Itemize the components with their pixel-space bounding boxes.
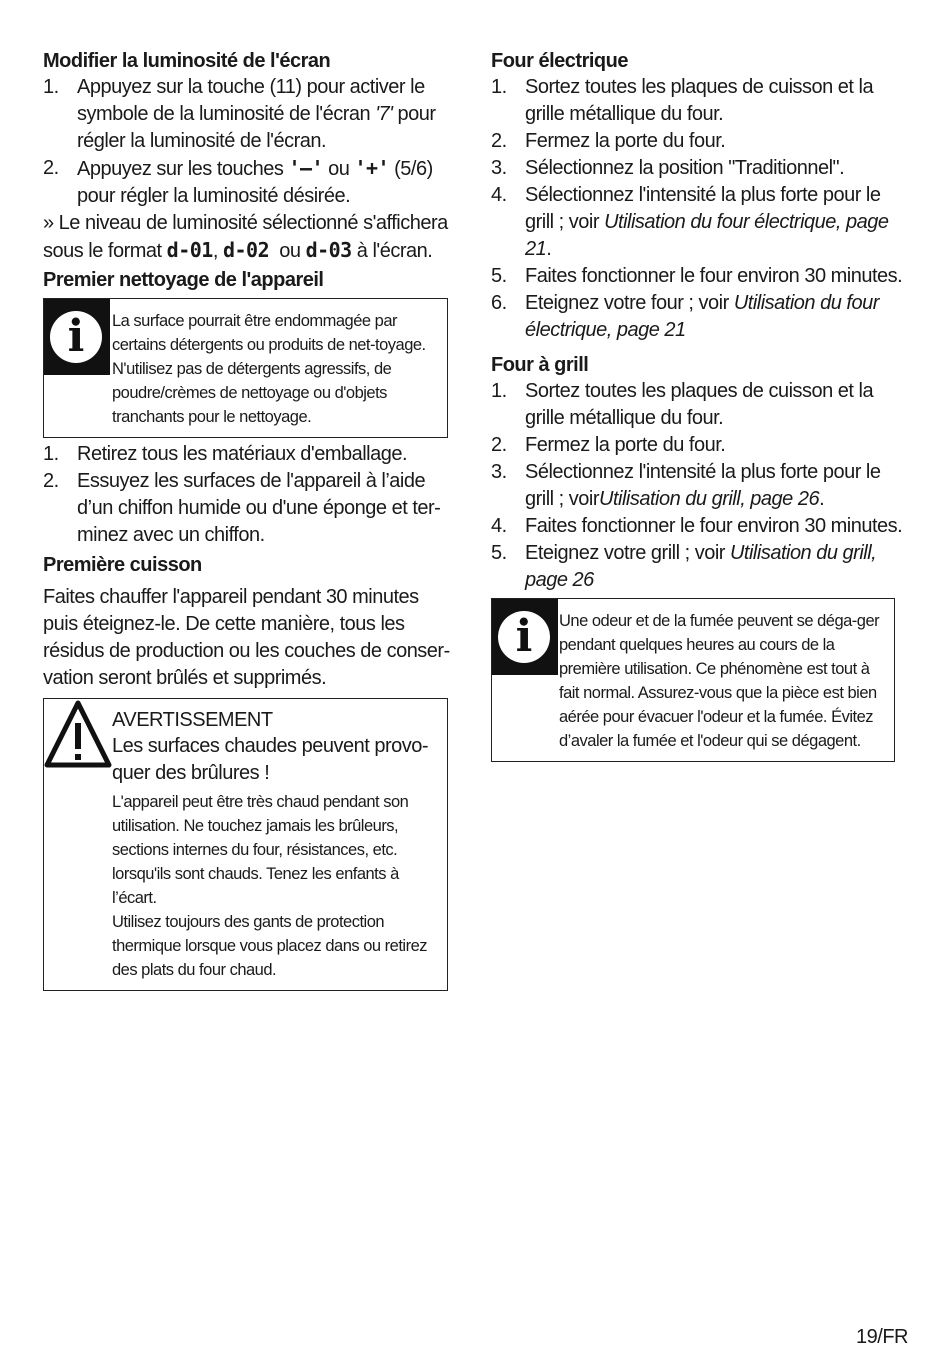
- info-icon: i: [492, 599, 558, 675]
- list-item: 1. Sortez toutes les plaques de cuisson et la grille métallique du four.: [491, 380, 874, 429]
- list-item: 2. Appuyez sur les touches '–' ou '+' (5/6) pour régler la luminosité désirée.: [43, 156, 433, 207]
- grill-info-box: i Une odeur et de la fumée peuvent se déga-ger pendant quelques heures au cours de la première utilisation. Ce phénomène est tout à fait normal. Assurez-vous que la pièce est bien aérée pour évacuer l'odeur et la fumée. Évitez d’avaler la fumée et l'odeur qui se dégagent.: [491, 598, 895, 762]
- left-column: [43, 48, 455, 991]
- list-item: 4. Sélectionnez l'intensité la plus forte pour le grill ; voir Utilisation du four électrique, page 21.: [491, 184, 889, 260]
- section-title-first-cook: Première cuisson: [43, 554, 202, 576]
- warning-title: AVERTISSEMENT: [112, 709, 273, 731]
- list-item: 2. Essuyez les surfaces de l'appareil à l’aide d’un chiffon humide ou d'une éponge et ter-minez avec un chiffon.: [43, 470, 441, 546]
- list-item: 2. Fermez la porte du four.: [491, 434, 726, 456]
- warning-triangle-icon: [44, 699, 112, 769]
- page-number: 19/FR: [856, 1326, 908, 1348]
- section-title-brightness: Modifier la luminosité de l'écran: [43, 50, 331, 72]
- right-column: [491, 48, 911, 762]
- list-item: 5. Eteignez votre grill ; voir Utilisation du grill, page 26: [491, 542, 877, 591]
- cleaning-steps: [43, 441, 455, 549]
- warning-lead: Les surfaces chaudes peuvent provo-quer des brûlures !: [112, 735, 429, 784]
- info-icon: i: [44, 299, 110, 375]
- cleaning-info-box: i La surface pourrait être endommagée par certains détergents ou produits de net-toyage. N'utilisez pas de détergents agressifs, de poudre/crèmes de nettoyage ou d'objets tranchants pour le nettoyage.: [43, 298, 448, 438]
- list-item: 2. Fermez la porte du four.: [491, 130, 726, 152]
- brightness-result: » Le niveau de luminosité sélectionné s'affichera sous le format d-01, d-02 ou d-03 à l'écran.: [43, 212, 448, 262]
- electric-steps: [491, 74, 911, 344]
- list-item: 5. Faites fonctionner le four environ 30 minutes.: [491, 265, 903, 287]
- list-item: 1. Sortez toutes les plaques de cuisson et la grille métallique du four.: [491, 76, 874, 125]
- warning-box: AVERTISSEMENT Les surfaces chaudes peuvent provo-quer des brûlures ! L'appareil peut être très chaud pendant son utilisation. Ne touchez jamais les brûleurs, sections internes du four, résistances, etc. lorsqu'ils sont chauds. Tenez les enfants à l’écart. Utilisez toujours des gants de protection thermique lorsque vous placez dans ou retirez des plats du four chaud.: [43, 698, 448, 991]
- brightness-steps: [43, 74, 455, 210]
- first-cook-text: Faites chauffer l'appareil pendant 30 minutes puis éteignez-le. De cette manière, tous les résidus de production ou les couches de conser-vation seront brûlés et supprimés.: [43, 586, 450, 689]
- list-item: 1. Appuyez sur la touche (11) pour activer le symbole de la luminosité de l'écran '7' pour régler la luminosité de l'écran.: [43, 76, 436, 152]
- list-item: 1. Retirez tous les matériaux d'emballage.: [43, 443, 408, 465]
- section-title-electric: Four électrique: [491, 50, 628, 72]
- list-item: 3. Sélectionnez l'intensité la plus forte pour le grill ; voirUtilisation du grill, page 26.: [491, 461, 881, 510]
- list-item: 6. Eteignez votre four ; voir Utilisation du four électrique, page 21: [491, 292, 879, 341]
- list-item: 3. Sélectionnez la position "Traditionnel".: [491, 157, 845, 179]
- section-title-grill: Four à grill: [491, 354, 589, 376]
- list-item: 4. Faites fonctionner le four environ 30 minutes.: [491, 515, 903, 537]
- grill-steps: [491, 378, 911, 594]
- section-title-cleaning: Premier nettoyage de l'appareil: [43, 269, 324, 291]
